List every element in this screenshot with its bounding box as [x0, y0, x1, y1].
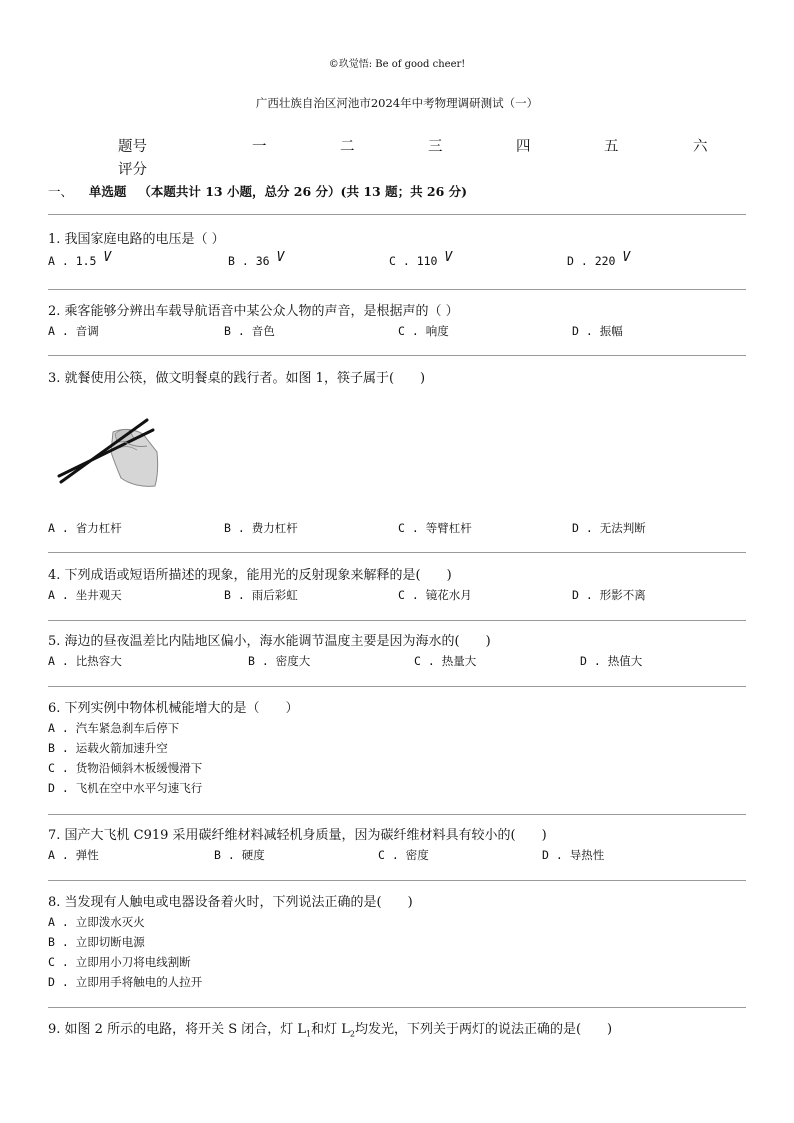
divider: [48, 214, 746, 215]
divider: [48, 1007, 746, 1008]
question-3-stem: 3. 就餐使用公筷，做文明餐桌的践行者。如图 1，筷子属于( ): [48, 371, 426, 386]
unit-v: V: [276, 250, 285, 265]
question-1-stem: 1. 我国家庭电路的电压是（ ）: [48, 232, 225, 247]
score-col: 六: [693, 139, 708, 155]
question-3-option-d[interactable]: D . 无法判断: [572, 521, 646, 535]
option-text: C . 110: [389, 254, 438, 268]
unit-v: V: [103, 250, 112, 265]
question-7-option-d[interactable]: D . 导热性: [542, 848, 605, 862]
question-6-option-c[interactable]: C . 货物沿倾斜木板缓慢滑下: [48, 761, 203, 775]
question-5-option-b[interactable]: B . 密度大: [248, 654, 311, 668]
question-5-option-c[interactable]: C . 热量大: [414, 654, 477, 668]
score-col: 三: [428, 139, 443, 155]
stem-part: 和灯 L: [311, 1022, 350, 1037]
subscript: 2: [349, 1029, 355, 1039]
question-1-option-a[interactable]: [48, 250, 112, 269]
score-table-row-label: 题号: [118, 139, 147, 155]
section-desc: （本题共计 13 小题，总分 26 分）(共 13 题；共 26 分): [138, 184, 468, 199]
option-text: D . 220: [567, 254, 616, 268]
question-3-option-b[interactable]: B . 费力杠杆: [224, 521, 298, 535]
question-3-option-a[interactable]: A . 省力杠杆: [48, 521, 122, 535]
question-2-option-b[interactable]: B . 音色: [224, 324, 275, 338]
score-col: 二: [340, 139, 355, 155]
question-2-option-c[interactable]: C . 响度: [398, 324, 449, 338]
question-2-stem: 2. 乘客能够分辨出车载导航语音中某公众人物的声音，是根据声的（ ）: [48, 304, 459, 319]
subscript: 1: [306, 1029, 312, 1039]
option-text: A . 1.5: [48, 254, 97, 268]
chopsticks-figure: [55, 412, 163, 492]
question-1-option-d[interactable]: [567, 250, 631, 269]
question-4-option-b[interactable]: B . 雨后彩虹: [224, 588, 298, 602]
question-6-option-d[interactable]: D . 飞机在空中水平匀速飞行: [48, 781, 203, 795]
question-6-option-a[interactable]: A . 汽车紧急刹车后停下: [48, 721, 180, 735]
divider: [48, 620, 746, 621]
question-5-option-d[interactable]: D . 热值大: [580, 654, 643, 668]
unit-v: V: [622, 250, 631, 265]
question-2-option-d[interactable]: D . 振幅: [572, 324, 623, 338]
question-8-option-c[interactable]: C . 立即用小刀将电线割断: [48, 955, 191, 969]
question-4-option-c[interactable]: C . 镜花水月: [398, 588, 472, 602]
page-header: ©玖觉悟: Be of good cheer!: [328, 59, 466, 70]
divider: [48, 686, 746, 687]
stem-part: 均发光，下列关于两灯的说法正确的是( ): [354, 1022, 613, 1037]
score-col: 五: [604, 139, 619, 155]
question-4-stem: 4. 下列成语或短语所描述的现象，能用光的反射现象来解释的是( ): [48, 568, 452, 583]
question-4-option-d[interactable]: D . 形影不离: [572, 588, 646, 602]
question-7-stem: 7. 国产大飞机 C919 采用碳纤维材料减轻机身质量，因为碳纤维材料具有较小的( ): [48, 828, 547, 843]
question-8-option-a[interactable]: A . 立即泼水灭火: [48, 915, 145, 929]
question-1-option-c[interactable]: [389, 250, 453, 269]
question-2-option-a[interactable]: A . 音调: [48, 324, 99, 338]
score-col: 四: [516, 139, 531, 155]
question-5-option-a[interactable]: A . 比热容大: [48, 654, 122, 668]
option-text: B . 36: [228, 254, 270, 268]
divider: [48, 814, 746, 815]
question-8-option-b[interactable]: B . 立即切断电源: [48, 935, 145, 949]
divider: [48, 552, 746, 553]
question-7-option-a[interactable]: A . 弹性: [48, 848, 99, 862]
question-8-option-d[interactable]: D . 立即用手将触电的人拉开: [48, 975, 203, 989]
question-1-option-b[interactable]: [228, 250, 285, 269]
stem-part: 9. 如图 2 所示的电路，将开关 S 闭合，灯 L: [48, 1022, 307, 1037]
question-9-stem: [48, 1018, 612, 1039]
section-heading: [48, 182, 467, 200]
question-7-option-b[interactable]: B . 硬度: [214, 848, 265, 862]
question-6-stem: 6. 下列实例中物体机械能增大的是（ ）: [48, 701, 299, 716]
section-number: 一、: [48, 184, 74, 199]
divider: [48, 355, 746, 356]
divider: [48, 880, 746, 881]
question-7-option-c[interactable]: C . 密度: [378, 848, 429, 862]
section-name: 单选题: [88, 184, 127, 199]
divider: [48, 289, 746, 290]
question-5-stem: 5. 海边的昼夜温差比内陆地区偏小，海水能调节温度主要是因为海水的( ): [48, 634, 491, 649]
question-4-option-a[interactable]: A . 坐井观天: [48, 588, 122, 602]
score-table-score-label: 评分: [118, 162, 147, 178]
question-6-option-b[interactable]: B . 运载火箭加速升空: [48, 741, 168, 755]
exam-title: 广西壮族自治区河池市2024年中考物理调研测试（一）: [255, 96, 539, 110]
score-col: 一: [252, 139, 267, 155]
question-3-option-c[interactable]: C . 等臂杠杆: [398, 521, 472, 535]
question-8-stem: 8. 当发现有人触电或电器设备着火时，下列说法正确的是( ): [48, 895, 413, 910]
unit-v: V: [444, 250, 453, 265]
